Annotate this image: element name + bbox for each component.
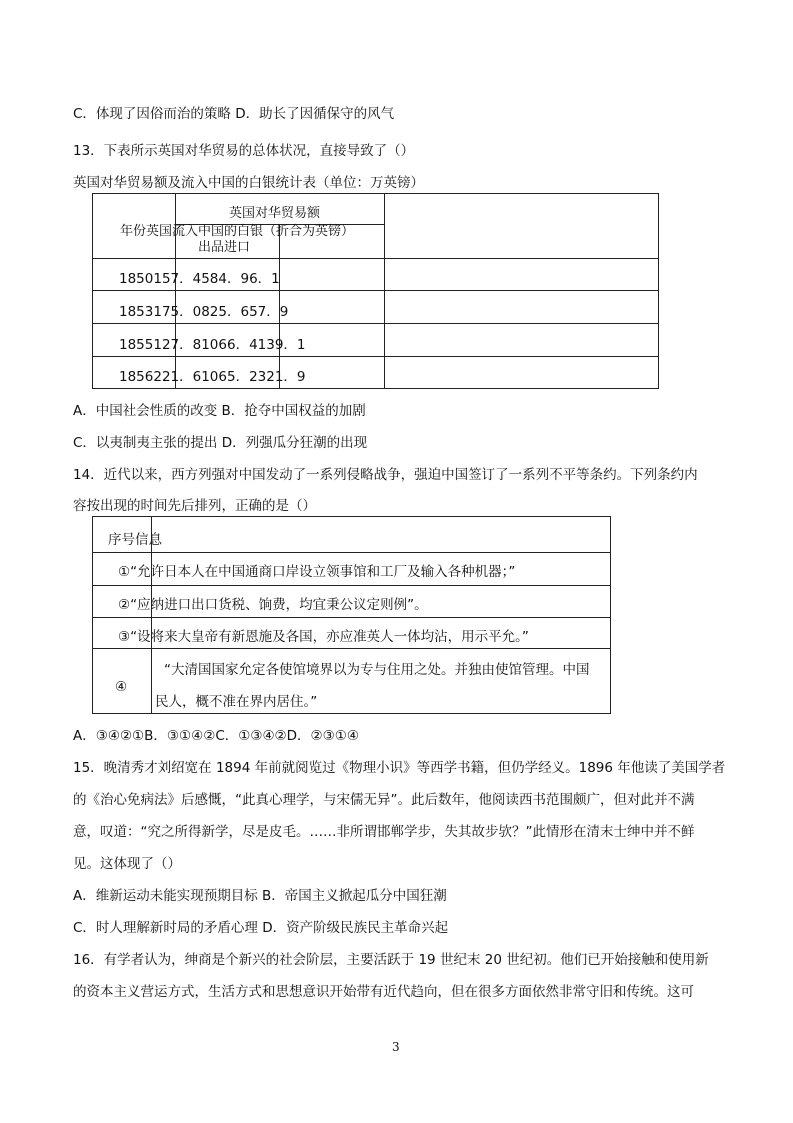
q15-options-ab: A．维新运动未能实现预期目标 B．帝国主义掀起瓜分中国狂潮 xyxy=(73,888,447,904)
q13-row-1853: 1853175．0825．657．9 xyxy=(119,304,289,320)
q14-row-divider xyxy=(92,552,611,553)
q12-options-cd: C．体现了因俗而治的策略 D．助长了因循保守的风气 xyxy=(73,106,395,122)
q14-stem-line2: 容按出现的时间先后排列，正确的是（） xyxy=(73,498,316,514)
q14-row-3: ③“设将来大皇帝有新恩施及各国，亦应准英人一体均沾，用示平允。” xyxy=(118,629,529,645)
q14-row-4-number: ④ xyxy=(115,679,128,695)
q14-row-2: ②“应纳进口出口货税、饷费，均宜秉公议定则例”。 xyxy=(118,597,428,613)
q13-header-line2: 年份英国流入中国的白银（折合为英镑） xyxy=(120,224,355,239)
q13-row-divider xyxy=(92,258,659,259)
q13-row-divider xyxy=(92,323,659,324)
q13-col-divider xyxy=(384,193,385,389)
q14-options: A．③④②①B．③①④②C．①③④②D．②③①④ xyxy=(73,728,359,744)
q13-row-divider xyxy=(92,356,659,357)
q15-line4: 见。这体现了（） xyxy=(73,856,181,872)
q14-stem-line1: 14．近代以来，西方列强对中国发动了一系列侵略战争，强迫中国签订了一系列不平等条约。下列条约内 xyxy=(73,467,698,483)
q16-line2: 的资本主义营运方式，生活方式和思想意识开始带有近代趋向，但在很多方面依然非常守旧和传统。这可 xyxy=(73,984,694,1000)
q13-header-line3: 出品进口 xyxy=(198,240,251,255)
q13-options-ab: A．中国社会性质的改变 B．抢夺中国权益的加剧 xyxy=(73,403,366,419)
q13-header-line1: 英国对华贸易额 xyxy=(229,206,321,221)
q13-row-1856: 1856221．61065．2321．9 xyxy=(119,369,306,385)
q13-row-1855: 1855127．81066．4139．1 xyxy=(119,337,306,353)
page-number: 3 xyxy=(392,1040,400,1054)
q15-line2: 的《治心免病法》后感慨，“此真心理学，与宋儒无异”。此后数年，他阅读西书范围颇广，但对此并不满 xyxy=(73,792,695,808)
q15-line1: 15．晚清秀才刘绍宽在 1894 年前就阅览过《物理小识》等西学书籍，但仍学经义。1896 年他读了美国学者 xyxy=(73,760,726,776)
q16-line1: 16．有学者认为，绅商是个新兴的社会阶层，主要活跃于 19 世纪末 20 世纪初。他们已开始接触和使用新 xyxy=(73,952,709,968)
q14-row-divider xyxy=(92,585,611,586)
q13-row-divider xyxy=(92,290,659,291)
q14-table-border xyxy=(92,516,611,714)
q13-options-cd: C．以夷制夷主张的提出 D．列强瓜分狂潮的出现 xyxy=(73,435,368,451)
q14-row-4-line1: “大清国国家允定各使馆境界以为专与住用之处。并独由使馆管理。中国 xyxy=(164,662,590,678)
q14-row-divider xyxy=(92,617,611,618)
q13-row-1850: 1850157．4584．96．1 xyxy=(119,271,280,287)
q15-line3: 意，叹道：“究之所得新学，尽是皮毛。……非所谓邯郸学步，失其故步欤？”此情形在清末士绅中并不鲜 xyxy=(73,824,695,840)
q14-table-header: 序号信息 xyxy=(108,532,162,548)
q13-table-title: 英国对华贸易额及流入中国的白银统计表（单位：万英镑） xyxy=(73,175,424,191)
q13-stem: 13．下表所示英国对华贸易的总体状况，直接导致了（） xyxy=(73,143,415,159)
q14-row-divider xyxy=(92,648,611,649)
q15-options-cd: C．时人理解新时局的矛盾心理 D．资产阶级民族民主革命兴起 xyxy=(73,920,449,936)
q14-row-4-line2: 民人，概不准在界内居住。” xyxy=(155,694,318,710)
q14-row-1: ①“允许日本人在中国通商口岸设立领事馆和工厂及输入各种机器；” xyxy=(118,564,516,580)
